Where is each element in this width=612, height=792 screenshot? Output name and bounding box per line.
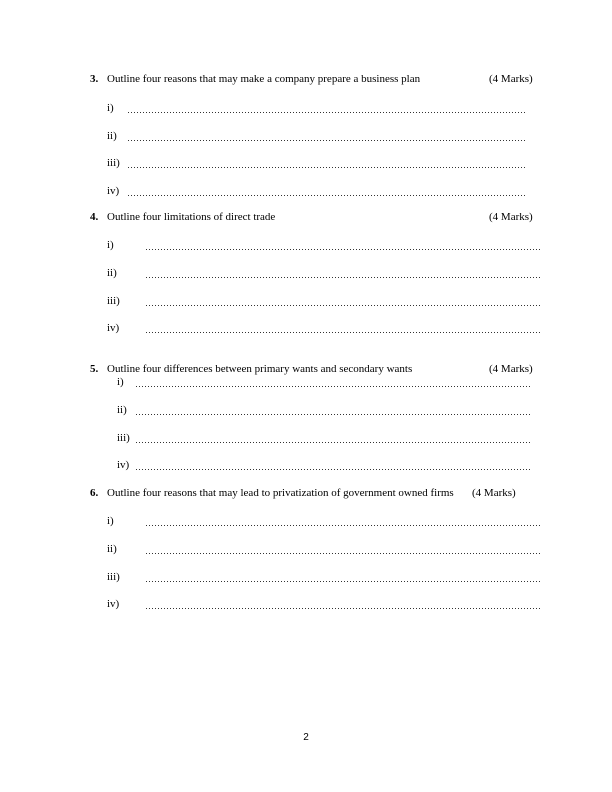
answer-line-4-i[interactable] [107, 239, 543, 252]
question-marks: (4 Marks) [472, 487, 516, 499]
answer-line-5-iii[interactable] [117, 432, 532, 445]
question-number: 5. [90, 363, 99, 375]
answer-label: i) [107, 239, 114, 251]
answer-label: i) [117, 376, 124, 388]
answer-label: iii) [107, 295, 120, 307]
question-number: 4. [90, 211, 99, 223]
answer-line-3-i[interactable] [107, 102, 527, 115]
dotted-answer-line [145, 575, 542, 583]
question-number: 6. [90, 487, 99, 499]
answer-line-3-ii[interactable] [107, 130, 527, 143]
answer-label: iii) [107, 157, 120, 169]
question-number: 3. [90, 73, 99, 85]
dotted-answer-line [135, 380, 532, 388]
answer-line-3-iii[interactable] [107, 157, 527, 170]
answer-line-6-i[interactable] [107, 515, 543, 528]
answer-label: iii) [117, 432, 130, 444]
answer-line-5-iv[interactable] [117, 459, 532, 472]
answer-line-4-iii[interactable] [107, 295, 543, 308]
dotted-answer-line [135, 436, 532, 444]
question-text: Outline four limitations of direct trade [107, 211, 276, 223]
question-marks: (4 Marks) [489, 211, 533, 223]
dotted-answer-line [145, 519, 542, 527]
answer-line-5-i[interactable] [117, 376, 532, 389]
answer-label: iv) [107, 185, 120, 197]
question-text: Outline four reasons that may lead to privatization of government owned firms [107, 487, 454, 499]
answer-line-5-ii[interactable] [117, 404, 532, 417]
answer-label: iv) [117, 459, 130, 471]
question-3-header [90, 73, 540, 86]
answer-line-6-iii[interactable] [107, 571, 543, 584]
question-5-header [90, 363, 540, 376]
answer-label: iii) [107, 571, 120, 583]
answer-label: ii) [107, 267, 117, 279]
answer-label: ii) [117, 404, 127, 416]
answer-label: i) [107, 102, 114, 114]
answer-label: iv) [107, 322, 120, 334]
dotted-answer-line [145, 547, 542, 555]
answer-line-4-iv[interactable] [107, 322, 543, 335]
question-4-header [90, 211, 540, 224]
page-number: 2 [303, 732, 309, 743]
dotted-answer-line [145, 602, 542, 610]
dotted-answer-line [145, 326, 542, 334]
answer-label: ii) [107, 543, 117, 555]
question-marks: (4 Marks) [489, 363, 533, 375]
dotted-answer-line [145, 299, 542, 307]
answer-label: iv) [107, 598, 120, 610]
dotted-answer-line [145, 243, 542, 251]
answer-line-6-iv[interactable] [107, 598, 543, 611]
question-6-header [90, 487, 540, 500]
answer-line-3-iv[interactable] [107, 185, 527, 198]
answer-line-6-ii[interactable] [107, 543, 543, 556]
dotted-answer-line [135, 408, 532, 416]
answer-label: i) [107, 515, 114, 527]
answer-label: ii) [107, 130, 117, 142]
dotted-answer-line [127, 189, 527, 197]
dotted-answer-line [127, 161, 527, 169]
question-text: Outline four differences between primary wants and secondary wants [107, 363, 413, 375]
question-text: Outline four reasons that may make a company prepare a business plan [107, 73, 421, 85]
dotted-answer-line [145, 271, 542, 279]
dotted-answer-line [127, 106, 527, 114]
answer-line-4-ii[interactable] [107, 267, 543, 280]
question-marks: (4 Marks) [489, 73, 533, 85]
dotted-answer-line [127, 134, 527, 142]
dotted-answer-line [135, 463, 532, 471]
